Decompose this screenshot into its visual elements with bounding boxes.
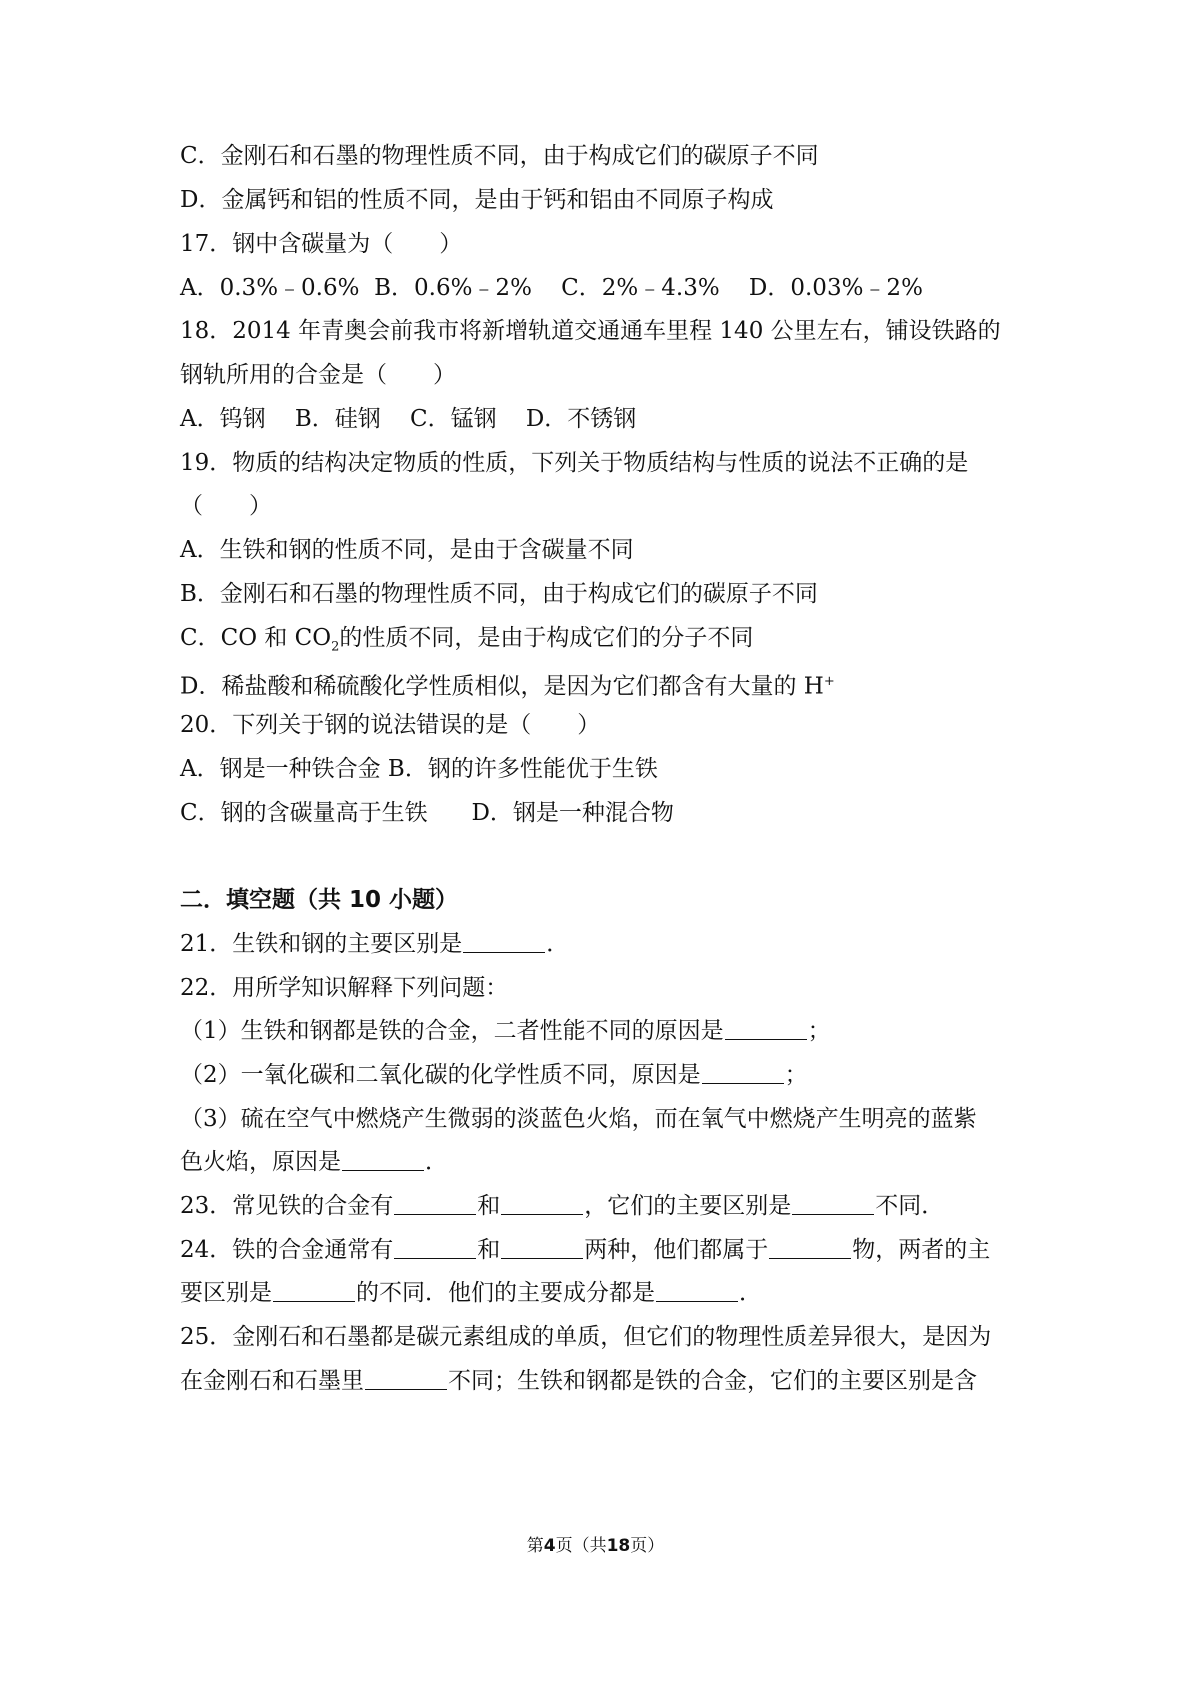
question-22-part3-line1: （3）硫在空气中燃烧产生微弱的淡蓝色火焰，而在氧气中燃烧产生明亮的蓝紫 (180, 1106, 977, 1132)
punctuation: ． (546, 931, 570, 957)
question-25-text2: 不同；生铁和钢都是铁的合金，它们的主要区别是含 (448, 1368, 977, 1394)
question-23-text3: 不同． (875, 1193, 945, 1219)
footer-suffix: 页） (630, 1536, 665, 1556)
question-25-line1: 25．金刚石和石墨都是碳元素组成的单质，但它们的物理性质差异很大，是因为 (180, 1324, 992, 1350)
question-24-text4: 要区别是 (180, 1280, 272, 1306)
option-d-q19 (180, 667, 1040, 702)
option-c-q16: C．金刚石和石墨的物理性质不同，由于构成它们的碳原子不同 (180, 143, 819, 169)
answer-blank[interactable] (273, 1279, 355, 1302)
question-22-part2 (180, 1060, 1040, 1090)
option-d-q16: D．金属钙和铝的性质不同，是由于钙和铝由不同原子构成 (180, 187, 774, 213)
options-q17: A．0.3%﹣0.6% B．0.6%﹣2% C．2%﹣4.3% D．0.03%﹣2% (180, 275, 923, 301)
punctuation: ； (807, 1018, 831, 1044)
option-b-q19: B．金刚石和石墨的物理性质不同，由于构成它们的碳原子不同 (180, 581, 818, 607)
question-22-part1-text: （1）生铁和钢都是铁的合金，二者性能不同的原因是 (180, 1018, 724, 1044)
footer-middle: 页（共 (555, 1536, 607, 1556)
answer-blank[interactable] (365, 1367, 447, 1390)
page-footer (0, 1535, 1191, 1557)
question-23-and: 和 (477, 1193, 501, 1219)
options-q18: A．钨钢 B．硅钢 C．锰钢 D．不锈钢 (180, 406, 637, 432)
question-19-line2: （ ） (180, 493, 272, 519)
option-c-q19-text-rest: 的性质不同，是由于构成它们的分子不同 (339, 625, 754, 651)
answer-blank[interactable] (656, 1279, 738, 1302)
question-23-text: 23．常见铁的合金有 (180, 1193, 394, 1219)
question-24-text5: 的不同．他们的主要成分都是 (356, 1280, 655, 1306)
answer-blank[interactable] (702, 1061, 784, 1084)
subscript-2: 2 (331, 639, 340, 655)
question-22-part3-line2 (180, 1147, 1040, 1177)
page-number: 4 (543, 1536, 556, 1556)
question-18-line2: 钢轨所用的合金是（ ） (180, 362, 456, 388)
question-18-line1: 18．2014 年青奥会前我市将新增轨道交通通车里程 140 公里左右，铺设铁路的 (180, 318, 1001, 344)
answer-blank[interactable] (394, 1192, 476, 1215)
option-c-q19-text: C．CO 和 CO (180, 625, 332, 651)
question-22-part3-text: 色火焰，原因是 (180, 1149, 341, 1175)
punctuation: ． (739, 1280, 762, 1306)
question-24-text: 24．铁的合金通常有 (180, 1237, 394, 1263)
options-q20-cd: C．钢的含碳量高于生铁 D．钢是一种混合物 (180, 800, 674, 826)
answer-blank[interactable] (725, 1017, 807, 1040)
question-24-text2: 两种，他们都属于 (584, 1237, 769, 1263)
punctuation: ． (425, 1149, 448, 1175)
punctuation: ； (784, 1062, 808, 1088)
option-d-q19-text: D．稀盐酸和稀硫酸化学性质相似，是因为它们都含有大量的 H (180, 673, 824, 700)
question-17: 17．钢中含碳量为（ ） (180, 231, 463, 257)
question-22: 22．用所学知识解释下列问题： (180, 975, 509, 1001)
answer-blank[interactable] (501, 1236, 583, 1259)
question-24-text3: 物，两者的主 (852, 1237, 991, 1263)
answer-blank[interactable] (792, 1192, 874, 1215)
question-20: 20．下列关于钢的说法错误的是（ ） (180, 712, 601, 738)
question-22-part2-text: （2）一氧化碳和二氧化碳的化学性质不同，原因是 (180, 1062, 701, 1088)
question-24-and: 和 (477, 1237, 501, 1263)
question-24-line2 (180, 1278, 1040, 1308)
option-c-q19 (180, 623, 1040, 663)
options-q20-ab: A．钢是一种铁合金 B．钢的许多性能优于生铁 (180, 756, 658, 782)
question-24-line1 (180, 1235, 1040, 1265)
question-21-text: 21．生铁和钢的主要区别是 (180, 931, 463, 957)
answer-blank[interactable] (501, 1192, 583, 1215)
question-23-text2: ，它们的主要区别是 (584, 1193, 792, 1219)
superscript-plus: + (823, 674, 835, 689)
question-23 (180, 1191, 1040, 1221)
answer-blank[interactable] (394, 1236, 476, 1259)
footer-prefix: 第 (526, 1536, 544, 1556)
answer-blank[interactable] (342, 1148, 424, 1171)
question-25-line2 (180, 1366, 1040, 1396)
answer-blank[interactable] (463, 930, 545, 953)
question-19-line1: 19．物质的结构决定物质的性质，下列关于物质结构与性质的说法不正确的是 (180, 450, 969, 476)
answer-blank[interactable] (769, 1236, 851, 1259)
question-21 (180, 929, 1040, 959)
question-22-part1 (180, 1016, 1040, 1046)
question-25-text: 在金刚石和石墨里 (180, 1368, 364, 1394)
option-a-q19: A．生铁和钢的性质不同，是由于含碳量不同 (180, 537, 634, 563)
section-heading: 二．填空题（共 10 小题） (180, 887, 459, 913)
total-pages: 18 (606, 1536, 631, 1556)
